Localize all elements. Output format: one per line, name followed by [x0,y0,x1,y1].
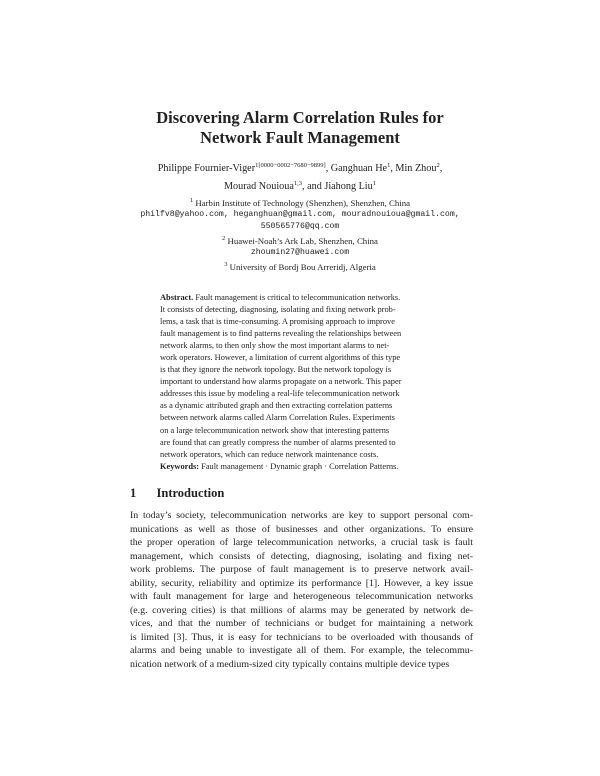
affiliation-2-email: zhoumin27@huawei.com [250,248,350,257]
paragraph-line: ability, security, reliability and optimize its performance [1]. However, a key issue [130,577,473,589]
section-title: Introduction [156,486,225,500]
keywords [160,461,446,473]
author-affil-mark: 2 [436,162,440,169]
paragraph-line: management, which consists of detecting, diagnosing, isolating and fixing net- [130,550,473,562]
keywords-label: Keywords: [160,462,200,471]
abstract-line: lems, a task that is time-consuming. A promising approach to improve [160,317,395,327]
affiliations [100,195,500,273]
keywords-text: Fault management · Dynamic graph · Correlation Patterns. [201,462,399,471]
paragraph-line: vices, and that the number of technicians or budget for maintaining a network [130,618,473,630]
paragraph-line: alarms and being unable to investigate all of them. For example, the telecommu- [130,645,473,657]
abstract-line: work operators. However, a limitation of current algorithms of this type [160,353,401,363]
abstract-line: network operators, which can reduce network maintenance costs. [160,449,379,459]
abstract-line: network alarms, to then only show the most important alarms to net- [160,341,390,351]
author-name: Philippe Fournier-Viger [157,163,256,174]
author-line-2 [120,176,480,194]
author-line-1: Philippe Fournier-Viger$^{1[0000-0002-7680-9899]}$, Ganghuan He$^1$, Min Zhou$^2$, [157,162,443,174]
paragraph-line: work problems. The purpose of fault management is to preserve network avail- [130,564,473,576]
affiliation-1-emails-2: 550565776@qq.com [260,222,340,231]
author-name: , Ganghuan He [325,163,388,174]
author-affil-mark: 1 [387,162,391,169]
abstract-line: It consists of detecting, diagnosing, isolating and fixing network prob- [160,305,396,315]
paragraph-line: (e.g. covering cities) is that millions of alarms may be generated by network de- [130,604,473,616]
abstract-line: addresses this issue by modeling a real-life telecommunication network [160,389,400,399]
abstract-label: Abstract. [160,293,196,302]
author-affil-mark: 1 [372,180,376,187]
paragraph-line: In today’s society, telecommunication networks are key to support personal com- [130,510,473,521]
section-number: 1 [130,486,137,500]
affiliation-1: $^1$ Harbin Institute of Technology (Shenzhen), Shenzhen, China [189,197,411,208]
abstract-line: on a large telecommunication network show that interesting patterns [160,425,390,435]
paragraph-line: munications as well as those of businesses and other organizations. To ensure [130,523,473,535]
paragraph-line: with fault management for large and heterogeneous telecommunication networks [130,591,473,603]
abstract-line: Abstract. Fault management is critical to telecommunication networks. [160,293,401,302]
abstract-line: between network alarms called Alarm Correlation Rules. Experiments [160,413,395,423]
paragraph-line: is limited [3]. Thus, it is easy for technicians to be overloaded with thousands of [130,631,473,643]
paper-title-line-2: Network Fault Management [200,128,400,147]
author-affil-mark: 1,3 [293,180,302,187]
abstract-line: important to understand how alarms propagate on a network. This paper [160,377,402,387]
paragraph-line: the proper operation of large telecommunication networks, a crucial task is fault [130,537,473,549]
abstract-line: fault management is to find patterns revealing the relationships between [160,329,402,339]
affiliation-3: $^3$ University of Bordj Bou Arreridj, Algeria [224,261,376,272]
author-orcid: 1[0000−0002−7680−9899] [255,162,326,169]
abstract-line: are found that can greatly compress the number of alarms presented to [160,437,396,447]
paper-title-line-1: Discovering Alarm Correlation Rules for [156,108,444,127]
abstract-line: as a dynamic attributed graph and then extracting correlation patterns [160,401,393,411]
author-list [120,158,480,194]
author-name: , Min Zhou [390,163,437,174]
abstract-line: is that they ignore the network topology. But the network topology is [160,365,392,375]
author-name: , and Jiahong Liu [302,181,373,192]
abstract [160,292,446,461]
affiliation-1-emails: philfv8@yahoo.com, heganghuan@gmail.com, mouradnouioua@gmail.com, [140,210,460,219]
introduction-body [130,509,473,672]
author-name: Mourad Nouioua [223,181,294,192]
section-heading [130,486,224,501]
affiliation-2: $^2$ Huawei-Noah’s Ark Lab, Shenzhen, China [222,235,378,246]
paragraph-line: nication network of a medium-sized city typically contains multiple device types [130,659,450,671]
